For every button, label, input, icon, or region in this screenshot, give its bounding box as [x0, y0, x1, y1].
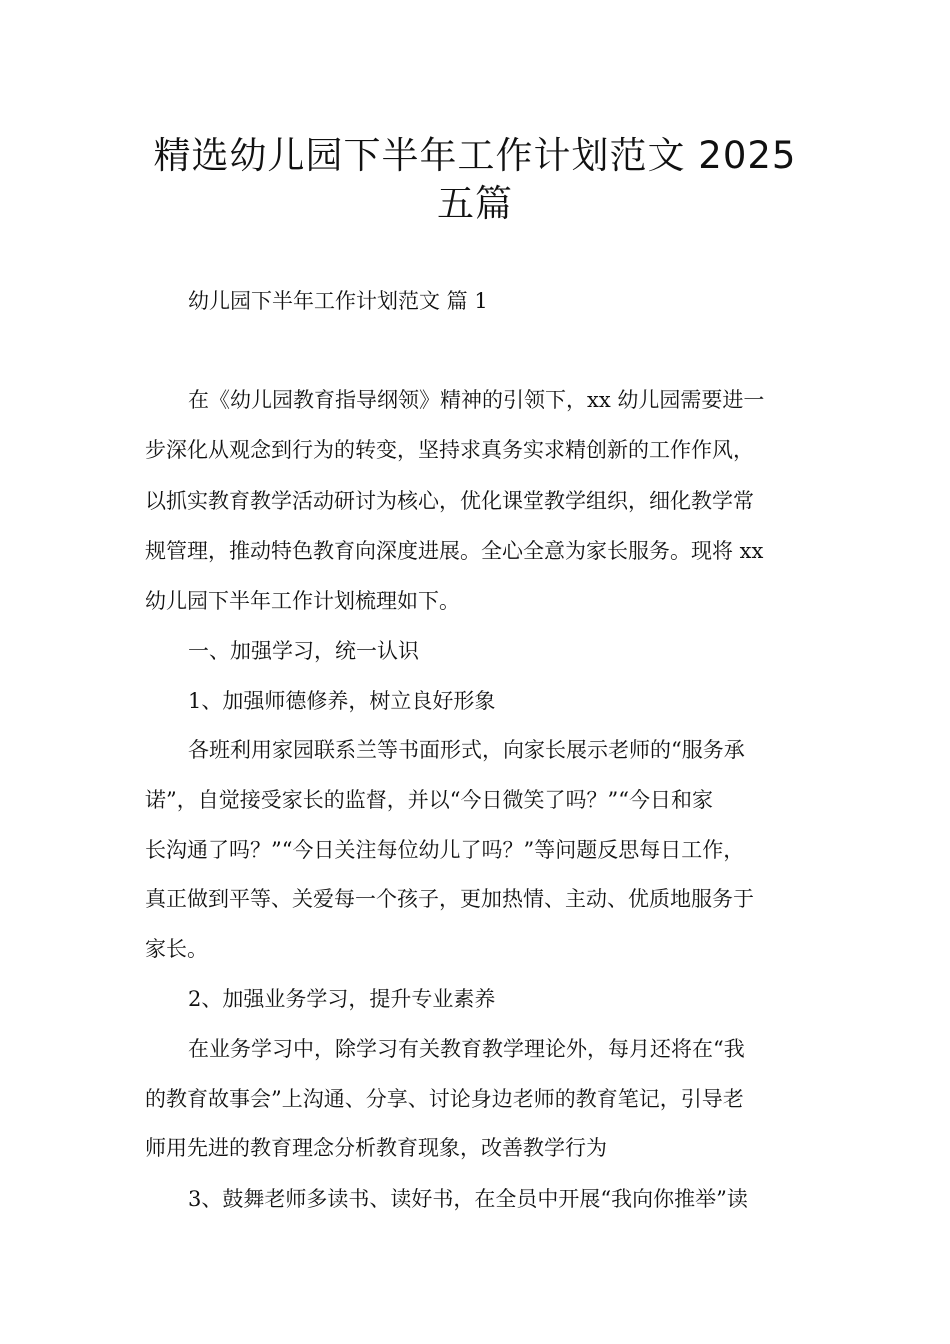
paragraph-line: 家长。 [145, 937, 208, 961]
document-title-line-1: 精选幼儿园下半年工作计划范文 2025 [153, 134, 797, 177]
subheading-line: 1、加强师德修养，树立良好形象 [188, 689, 496, 713]
paragraph-line: 长沟通了吗？”“今日关注每位幼儿了吗？”等问题反思每日工作， [145, 838, 745, 862]
subheading-line: 3、鼓舞老师多读书、读好书，在全员中开展“我向你推举”读 [188, 1187, 748, 1211]
document-title-line-2: 五篇 [437, 182, 513, 225]
paragraph-line: 在业务学习中，除学习有关教育教学理论外，每月还将在“我 [188, 1037, 745, 1061]
paragraph-line: 师用先进的教育理念分析教育现象，改善教学行为 [145, 1136, 607, 1160]
paragraph-line: 的教育故事会”上沟通、分享、讨论身边老师的教育笔记，引导老 [145, 1087, 744, 1111]
section-heading: 幼儿园下半年工作计划范文 篇 1 [188, 289, 488, 313]
paragraph-line: 步深化从观念到行为的转变，坚持求真务实求精创新的工作作风， [145, 438, 754, 462]
heading-line: 一、加强学习，统一认识 [188, 639, 419, 663]
paragraph-line: 以抓实教育教学活动研讨为核心，优化课堂教学组织，细化教学常 [145, 489, 754, 513]
paragraph-line: 各班利用家园联系兰等书面形式，向家长展示老师的“服务承 [188, 738, 745, 762]
paragraph-line: 诺”，自觉接受家长的监督，并以“今日微笑了吗？”“今日和家 [145, 788, 713, 812]
paragraph-line: 幼儿园下半年工作计划梳理如下。 [145, 589, 460, 613]
subheading-line: 2、加强业务学习，提升专业素养 [188, 987, 496, 1011]
paragraph-line: 在《幼儿园教育指导纲领》精神的引领下，xx 幼儿园需要进一 [188, 388, 765, 412]
paragraph-line: 真正做到平等、关爱每一个孩子，更加热情、主动、优质地服务于 [145, 887, 754, 911]
paragraph-line: 规管理，推动特色教育向深度进展。全心全意为家长服务。现将 xx [145, 539, 764, 563]
